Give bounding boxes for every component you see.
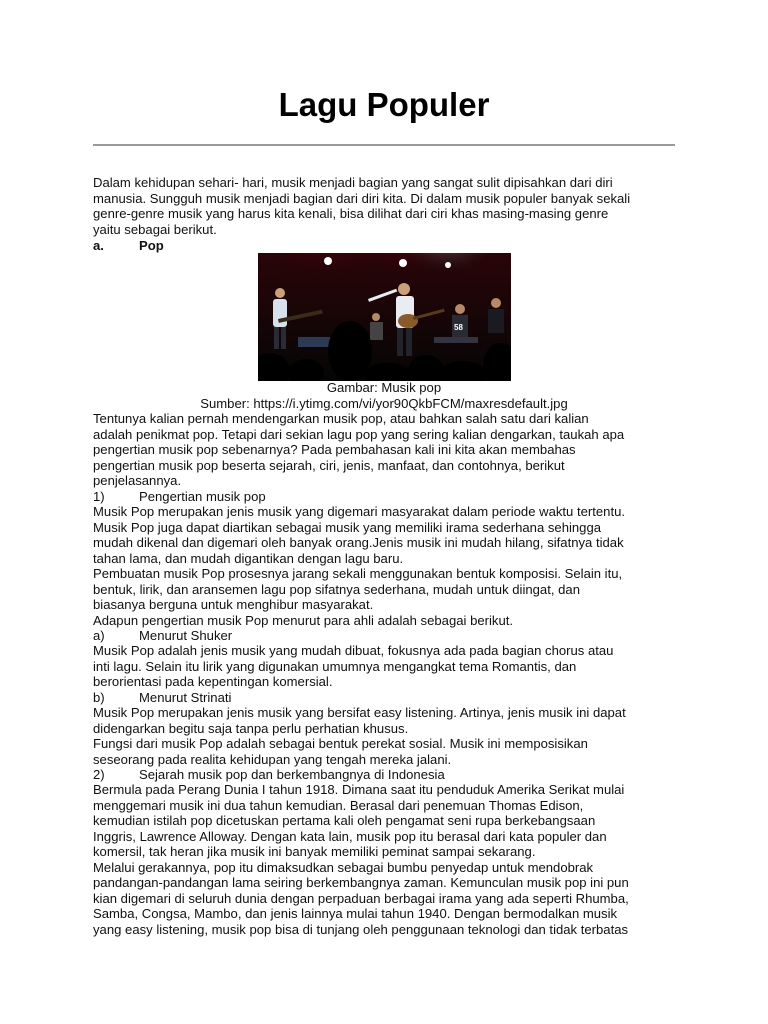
title-divider [93, 144, 675, 146]
paragraph-line: Bermula pada Perang Dunia I tahun 1918. Dimana saat itu penduduk Amerika Serikat mulai [93, 782, 625, 797]
paragraph-line: biasanya berguna untuk menghibur masyarakat. [93, 597, 374, 612]
paragraph-line: komersil, tak heran jika musik ini banyak memiliki peminat sampai sekarang. [93, 844, 536, 859]
subsection-number: b) [93, 690, 105, 705]
figure-caption: Gambar: Musik pop [326, 380, 442, 395]
paragraph-line: Musik Pop juga dapat diartikan sebagai musik yang memiliki irama sederhana sehingga [93, 520, 602, 535]
shirt-number: 58 [454, 323, 463, 332]
paragraph-line: Musik Pop merupakan jenis musik yang bersifat easy listening. Artinya, jenis musik ini dapat [93, 705, 626, 720]
paragraph-line: mudah dikenal dan digemari oleh banyak orang.Jenis musik ini mudah hilang, sifatnya tidak [93, 535, 624, 550]
paragraph-line: Melalui gerakannya, pop itu dimaksudkan sebagai bumbu penyedap untuk mendobrak [93, 860, 594, 875]
paragraph-line: adalah penikmat pop. Tetapi dari sekian lagu pop yang sering kalian dengarkan, taukah apa [93, 427, 625, 442]
paragraph-line: Samba, Congsa, Mambo, dan jenis lainnya mulai tahun 1940. Dengan bermodalkan musik [93, 906, 618, 921]
intro-line: genre-genre musik yang harus kita kenali, bisa dilihat dari ciri khas masing-masing genre [93, 206, 609, 221]
subsection-heading: Menurut Shuker [139, 628, 233, 643]
paragraph-line: inti lagu. Selain itu lirik yang digunakan umumnya mengangkat tema Romantis, dan [93, 659, 577, 674]
paragraph-line: menggemari musik ini dua tahun kemudian. Berasal dari penemuan Thomas Edison, [93, 798, 584, 813]
paragraph-line: pengertian musik pop sebenarnya? Pada pembahasan kali ini kita akan membahas [93, 442, 576, 457]
paragraph-line: Musik Pop merupakan jenis musik yang digemari masyarakat dalam periode waktu tertentu. [93, 504, 626, 519]
paragraph-line: didengarkan begitu saja tanpa perlu perhatian khusus. [93, 721, 409, 736]
paragraph-line: pengertian musik pop beserta sejarah, ciri, jenis, manfaat, dan contohnya, berikut [93, 458, 565, 473]
intro-line: yaitu sebagai berikut. [93, 222, 217, 237]
concert-photo [258, 253, 511, 381]
paragraph-line: Inggris, Lawrence Alloway. Dengan kata lain, musik pop itu berasal dari kata populer dan [93, 829, 607, 844]
section-number: a. [93, 238, 104, 253]
subsection-heading: Menurut Strinati [139, 690, 232, 705]
paragraph-line: seseorang pada realita kehidupan yang tengah mereka jalani. [93, 752, 452, 767]
paragraph-line: berorientasi pada kepentingan komersial. [93, 674, 333, 689]
paragraph-line: kemudian istilah pop dicetuskan pertama kali oleh pengamat seni rupa berkebangsaan [93, 813, 596, 828]
paragraph-line: Musik Pop adalah jenis musik yang mudah dibuat, fokusnya ada pada bagian chorus atau [93, 643, 614, 658]
subsection-number: a) [93, 628, 105, 643]
intro-line: manusia. Sungguh musik menjadi bagian dari diri kita. Di dalam musik populer banyak sekali [93, 191, 631, 206]
paragraph-line: pandangan-pandangan lama seiring berkembangnya zaman. Kemunculan musik pop ini pun [93, 875, 629, 890]
section-heading: Pop [139, 238, 164, 253]
subsection-number: 2) [93, 767, 105, 782]
intro-line: Dalam kehidupan sehari- hari, musik menjadi bagian yang sangat sulit dipisahkan dari diri [93, 175, 613, 190]
paragraph-line: bentuk, lirik, dan aransemen lagu pop sifatnya sederhana, mudah untuk diingat, dan [93, 582, 580, 597]
paragraph-line: penjelasannya. [93, 473, 182, 488]
figure-source: Sumber: https://i.ytimg.com/vi/yor90QkbFCM/maxresdefault.jpg [200, 396, 568, 411]
paragraph-line: tahan lama, dan mudah digantikan dengan lagu baru. [93, 551, 404, 566]
subsection-number: 1) [93, 489, 105, 504]
subsection-heading: Sejarah musik pop dan berkembangnya di Indonesia [139, 767, 445, 782]
paragraph-line: yang easy listening, musik pop bisa di tunjang oleh penggunaan teknologi dan tidak terbatas [93, 922, 629, 937]
paragraph-line: Pembuatan musik Pop prosesnya jarang sekali menggunakan bentuk komposisi. Selain itu, [93, 566, 623, 581]
paragraph-line: Tentunya kalian pernah mendengarkan musik pop, atau bahkan salah satu dari kalian [93, 411, 589, 426]
paragraph-line: Fungsi dari musik Pop adalah sebagai bentuk perekat sosial. Musik ini memposisikan [93, 736, 588, 751]
paragraph-line: Adapun pengertian musik Pop menurut para ahli adalah sebagai berikut. [93, 613, 514, 628]
page-title: Lagu Populer [278, 86, 490, 123]
paragraph-line: kian digemari di seluruh dunia dengan perpaduan berbagai irama yang ada seperti Rhumba, [93, 891, 629, 906]
subsection-heading: Pengertian musik pop [139, 489, 266, 504]
